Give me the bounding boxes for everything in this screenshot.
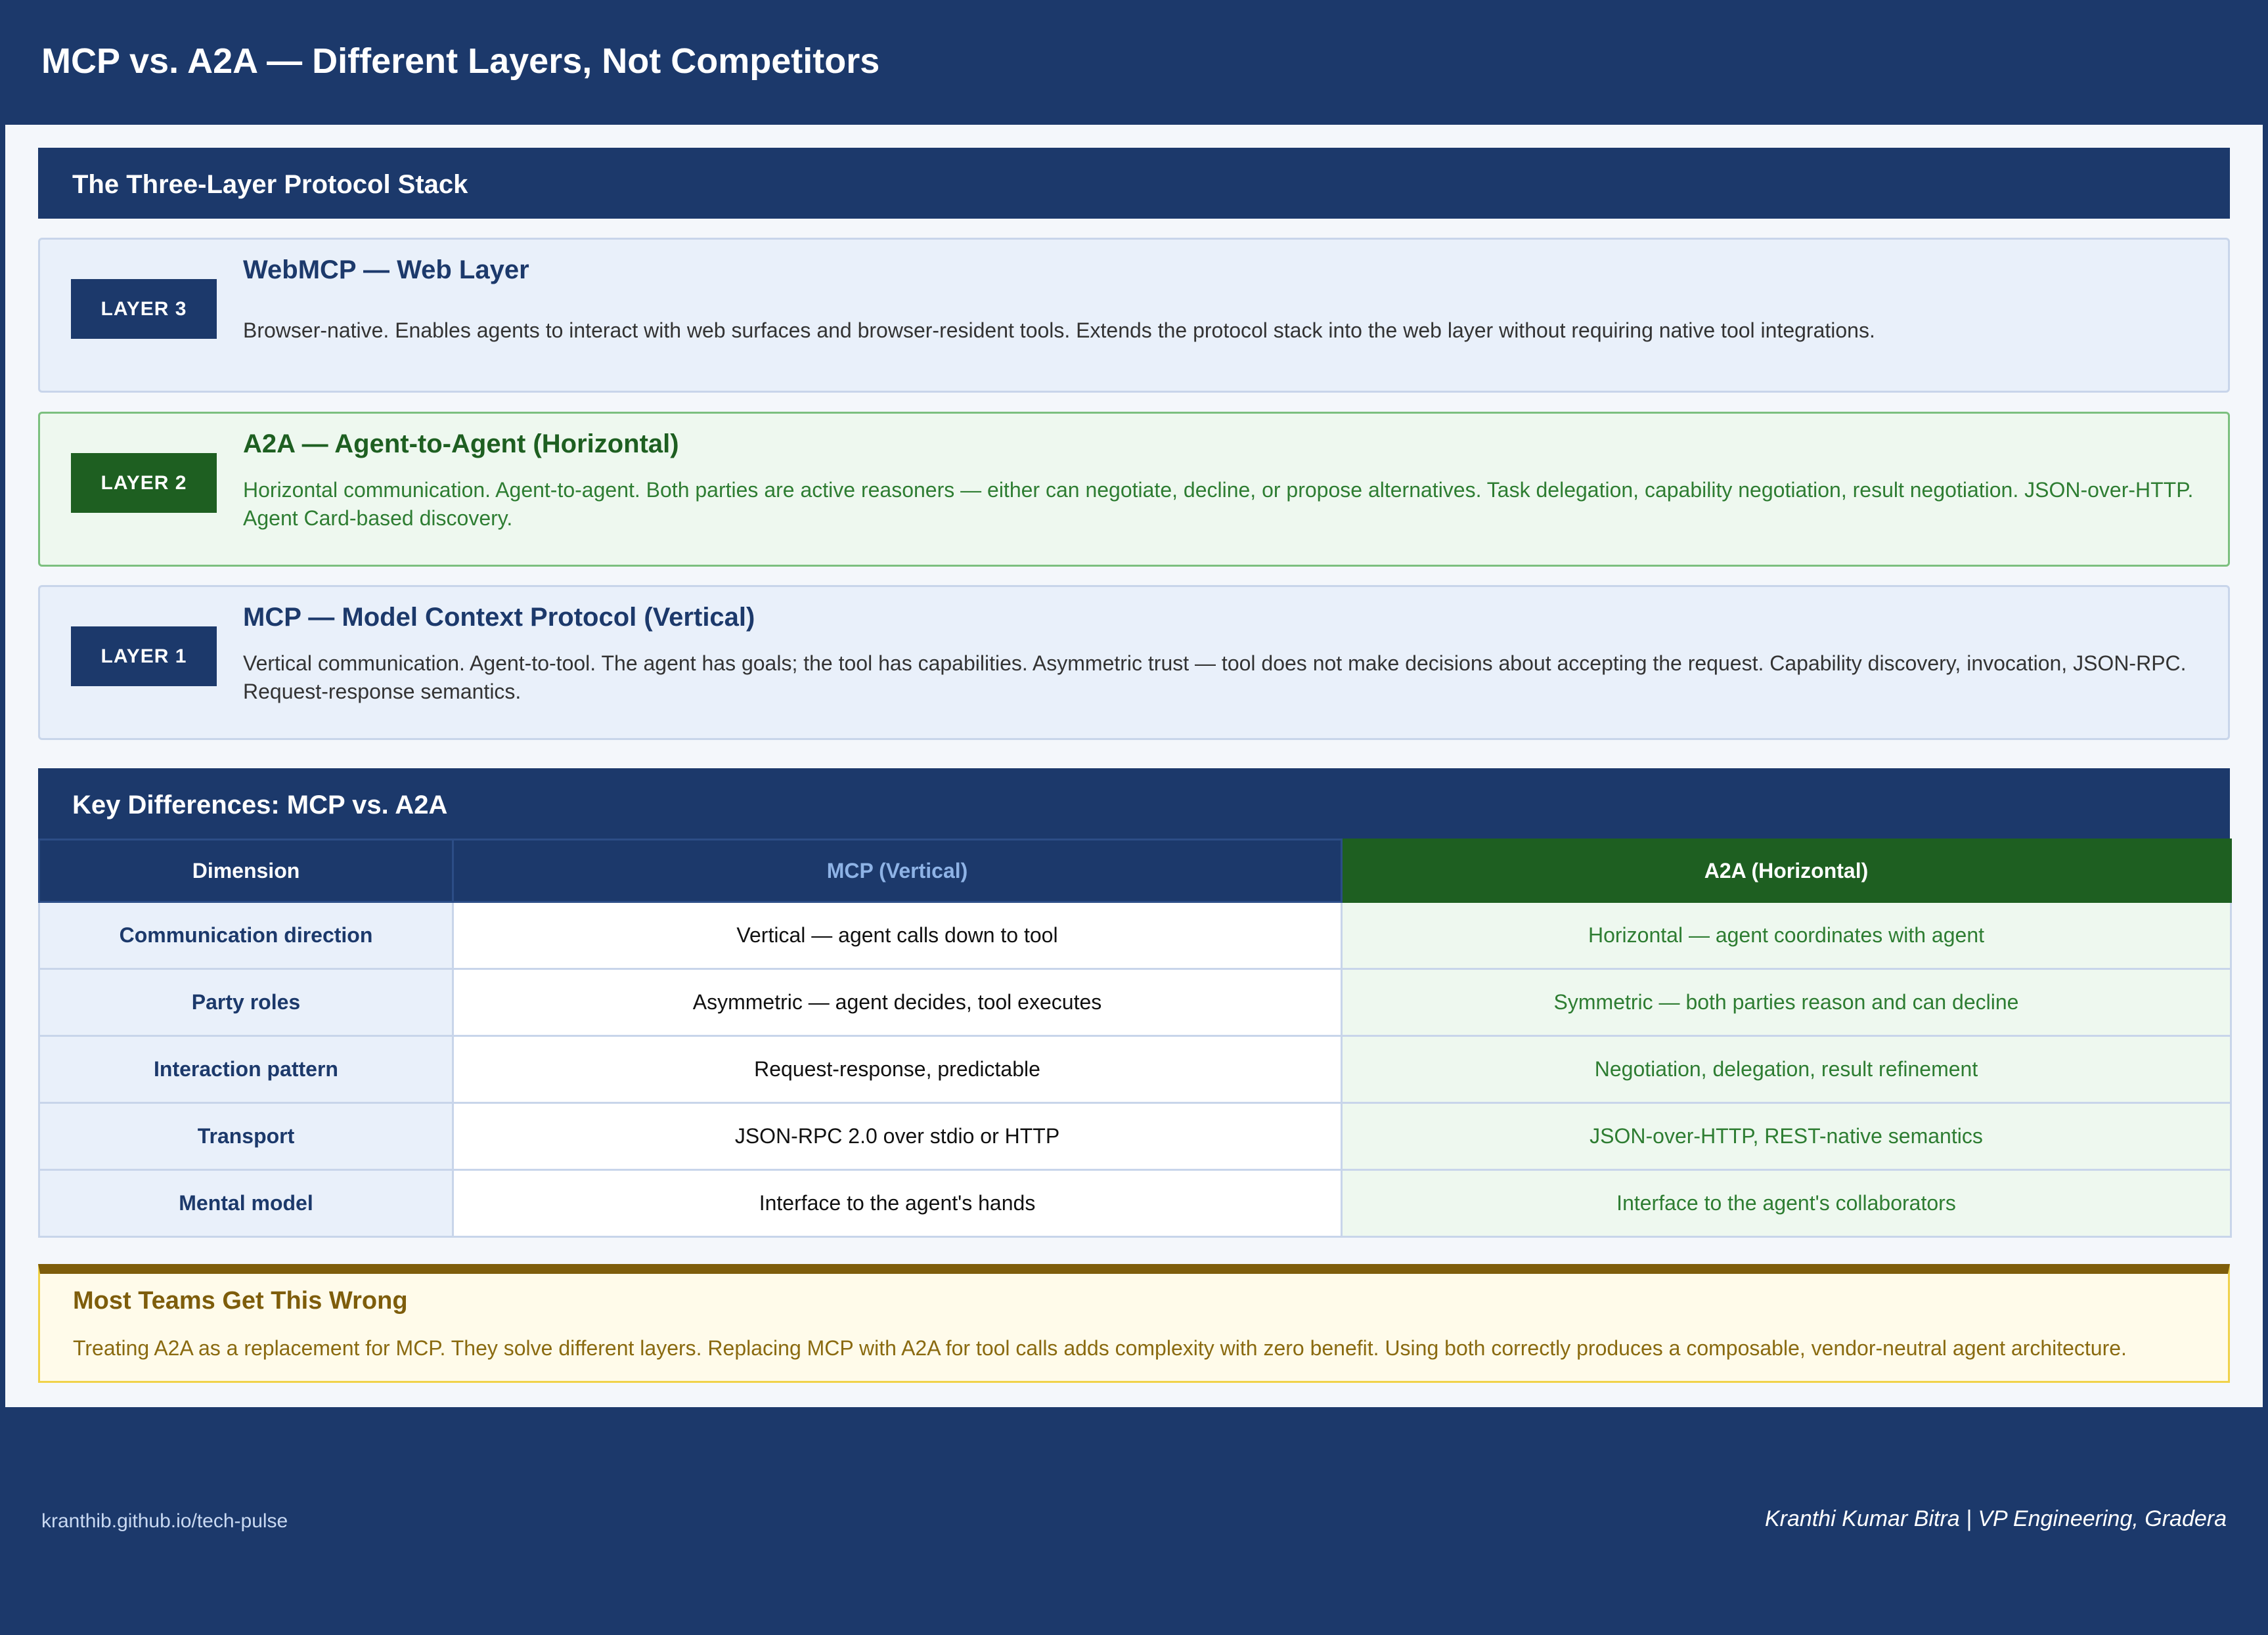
layer-description: Horizontal communication. Agent-to-agent. Both parties are active reasoners — either can negotiate, decline, or propose alternatives. Task delegation, capability negotiation, result negotiation. JSON-over-HTTP. Agent Card-based discovery. <box>243 478 2194 530</box>
cell-a2a: JSON-over-HTTP, REST-native semantics <box>1342 1103 2231 1170</box>
column-header-mcp: MCP (Vertical) <box>453 840 1342 902</box>
callout-title: Most Teams Get This Wrong <box>73 1287 408 1315</box>
footer-author: Kranthi Kumar Bitra | VP Engineering, Gradera <box>1764 1506 2227 1531</box>
layer-badge: LAYER 2 <box>71 453 217 513</box>
title-bar <box>0 0 2268 125</box>
cell-a2a: Symmetric — both parties reason and can decline <box>1342 969 2231 1036</box>
warning-callout <box>38 1264 2230 1383</box>
table-row <box>39 969 2231 1036</box>
layer-description: Vertical communication. Agent-to-tool. The agent has goals; the tool has capabilities. Asymmetric trust — tool does not make decisions about accepting the request. Capability discovery, invocation, JSON-RPC. Request-response semantics. <box>243 651 2187 703</box>
layer-card-webmcp <box>38 238 2230 393</box>
layer-name: MCP — Model Context Protocol (Vertical) <box>243 603 755 632</box>
layer-description: Browser-native. Enables agents to interact with web surfaces and browser-resident tools. Extends the protocol stack into the web layer without requiring native tool integrations. <box>243 318 1875 342</box>
cell-a2a: Negotiation, delegation, result refinement <box>1342 1036 2231 1103</box>
layer-badge: LAYER 1 <box>71 626 217 686</box>
layer-card-mcp <box>38 585 2230 740</box>
cell-mcp: JSON-RPC 2.0 over stdio or HTTP <box>453 1103 1342 1170</box>
layer-name: A2A — Agent-to-Agent (Horizontal) <box>243 429 679 458</box>
cell-mcp: Vertical — agent calls down to tool <box>453 902 1342 969</box>
differences-table <box>38 839 2232 1238</box>
footer-site-link[interactable]: kranthib.github.io/tech-pulse <box>41 1510 288 1532</box>
table-row <box>39 1036 2231 1103</box>
table-header-row <box>39 840 2231 902</box>
layer-name: WebMCP — Web Layer <box>243 255 529 284</box>
cell-a2a: Interface to the agent's collaborators <box>1342 1170 2231 1237</box>
cell-dimension: Transport <box>39 1103 453 1170</box>
cell-a2a: Horizontal — agent coordinates with agent <box>1342 902 2231 969</box>
cell-dimension: Party roles <box>39 969 453 1036</box>
layer-card-a2a <box>38 412 2230 567</box>
table-row <box>39 1170 2231 1237</box>
differences-section-header <box>38 768 2230 839</box>
page-title: MCP vs. A2A — Different Layers, Not Competitors <box>41 41 880 81</box>
differences-section-title: Key Differences: MCP vs. A2A <box>72 791 448 819</box>
cell-mcp: Interface to the agent's hands <box>453 1170 1342 1237</box>
cell-dimension: Interaction pattern <box>39 1036 453 1103</box>
cell-dimension: Mental model <box>39 1170 453 1237</box>
table-row <box>39 1103 2231 1170</box>
cell-mcp: Request-response, predictable <box>453 1036 1342 1103</box>
callout-text: Treating A2A as a replacement for MCP. They solve different layers. Replacing MCP with A2A for tool calls adds complexity with zero benefit. Using both correctly produces a composable, vendor-neutral agent architecture. <box>73 1336 2127 1360</box>
cell-mcp: Asymmetric — agent decides, tool executes <box>453 969 1342 1036</box>
cell-dimension: Communication direction <box>39 902 453 969</box>
stack-section-header <box>38 148 2230 219</box>
table-row <box>39 902 2231 969</box>
column-header-a2a: A2A (Horizontal) <box>1342 840 2231 902</box>
stack-section-title: The Three-Layer Protocol Stack <box>72 170 468 199</box>
layer-badge: LAYER 3 <box>71 279 217 339</box>
column-header-dimension: Dimension <box>39 840 453 902</box>
